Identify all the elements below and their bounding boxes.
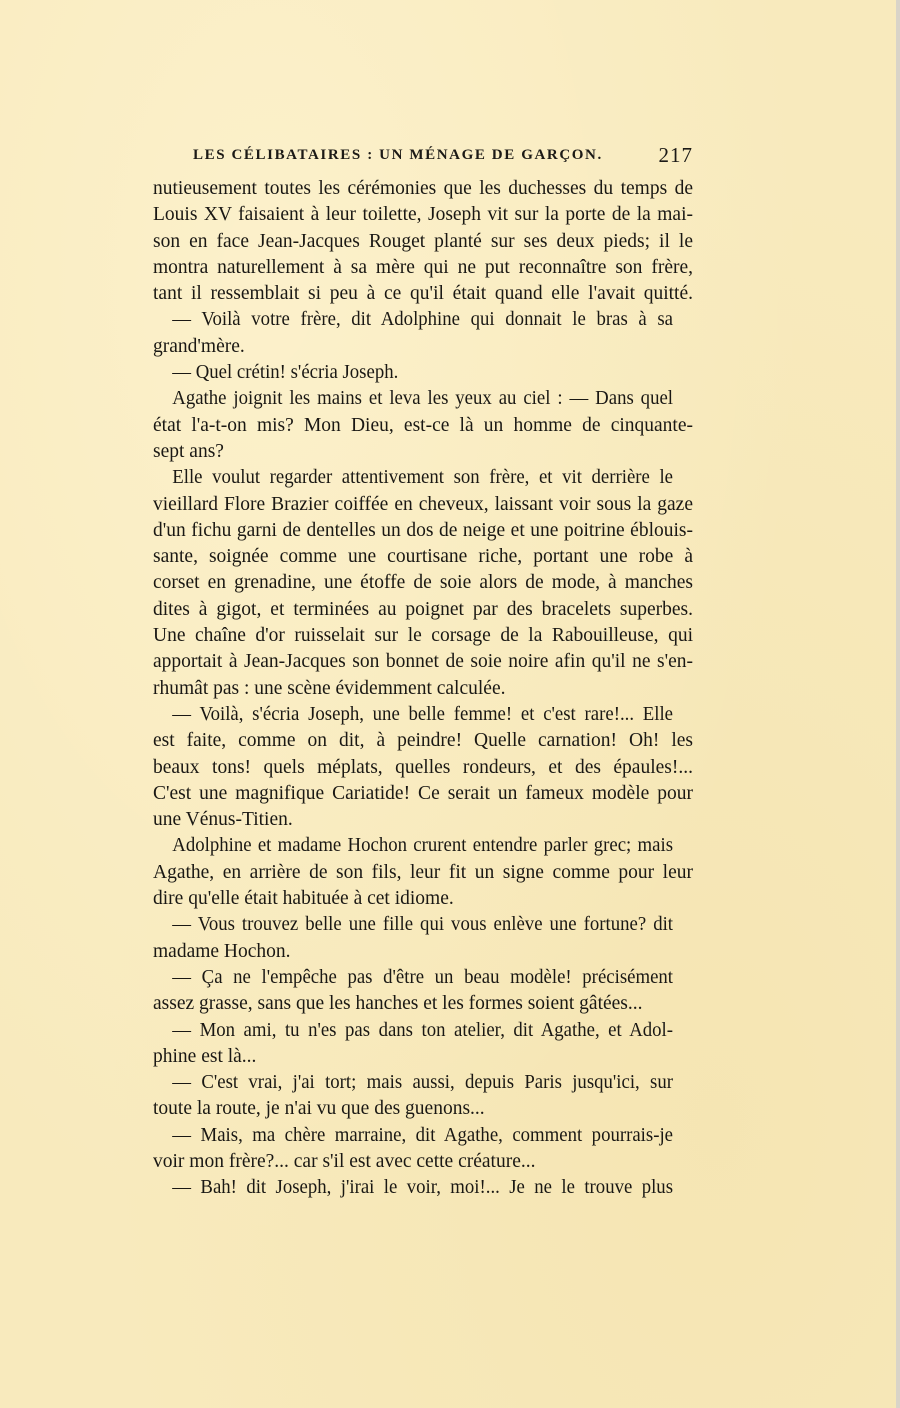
text-line: — Mon ami, tu n'es pas dans ton atelier, dit Agathe, et Adol- <box>172 1019 674 1041</box>
running-head <box>193 143 693 173</box>
text-line: Agathe, en arrière de son fils, leur fit un signe comme pour leur <box>153 861 693 883</box>
text-line: montra naturellement à sa mère qui ne put reconnaître son frère, <box>153 256 693 278</box>
text-line: — Quel crétin! s'écria Joseph. <box>172 362 399 384</box>
text-line: — Vous trouvez belle une fille qui vous enlève une fortune? dit <box>172 914 674 936</box>
text-line: C'est une magnifique Cariatide! Ce serait un fameux modèle pour <box>153 782 693 804</box>
text-line: — Voilà, s'écria Joseph, une belle femme! et c'est rare!... Elle <box>172 703 674 725</box>
text-line: corset en grenadine, une étoffe de soie alors de mode, à manches <box>153 572 693 594</box>
running-title: LES CÉLIBATAIRES : UN MÉNAGE DE GARÇON. <box>193 147 603 163</box>
text-line: apportait à Jean-Jacques son bonnet de soie noire afin qu'il ne s'en- <box>153 651 693 673</box>
text-line: sept ans? <box>153 440 224 462</box>
text-line: Louis XV faisaient à leur toilette, Joseph vit sur la porte de la mai- <box>153 204 693 226</box>
text-line: madame Hochon. <box>153 940 291 962</box>
text-line: voir mon frère?... car s'il est avec cette créature... <box>153 1150 536 1172</box>
text-line: phine est là... <box>153 1045 257 1067</box>
text-line: — Bah! dit Joseph, j'irai le voir, moi!... Je ne le trouve plus <box>172 1177 674 1199</box>
text-line: — C'est vrai, j'ai tort; mais aussi, depuis Paris jusqu'ici, sur <box>172 1072 674 1094</box>
text-line: grand'mère. <box>153 335 245 357</box>
text-line: état l'a-t-on mis? Mon Dieu, est-ce là un homme de cinquante- <box>153 414 693 436</box>
body-text <box>153 176 693 1202</box>
text-line: — Mais, ma chère marraine, dit Agathe, comment pourrais-je <box>172 1124 674 1146</box>
page-number: 217 <box>658 143 693 167</box>
text-line: nutieusement toutes les cérémonies que les duchesses du temps de <box>153 178 693 199</box>
text-line: dire qu'elle était habituée à cet idiome. <box>153 888 454 910</box>
text-line: tant il ressemblait si peu à ce qu'il était quand elle l'avait quitté. <box>153 283 693 305</box>
text-line: Une chaîne d'or ruisselait sur le corsage de la Rabouilleuse, qui <box>153 625 693 647</box>
text-line: beaux tons! quels méplats, quelles rondeurs, et des épaules!... <box>153 756 693 778</box>
text-line: sante, soignée comme une courtisane riche, portant une robe à <box>153 546 693 568</box>
text-line: vieillard Flore Brazier coiffée en cheveux, laissant voir sous la gaze <box>153 493 693 515</box>
text-line: assez grasse, sans que les hanches et les formes soient gâtées... <box>153 993 643 1015</box>
text-line: dites à gigot, et terminées au poignet par des bracelets superbes. <box>153 598 693 620</box>
text-line: d'un fichu garni de dentelles un dos de neige et une poitrine éblouis- <box>153 519 693 541</box>
text-line: — Voilà votre frère, dit Adolphine qui donnait le bras à sa <box>172 309 674 331</box>
text-line: Agathe joignit les mains et leva les yeux au ciel : — Dans quel <box>172 388 674 410</box>
text-line: est faite, comme on dit, à peindre! Quelle carnation! Oh! les <box>153 730 693 752</box>
text-line: son en face Jean-Jacques Rouget planté sur ses deux pieds; il le <box>153 230 693 252</box>
text-line: une Vénus-Titien. <box>153 809 293 831</box>
text-line: Elle voulut regarder attentivement son frère, et vit derrière le <box>172 467 674 489</box>
text-line: Adolphine et madame Hochon crurent entendre parler grec; mais <box>172 835 674 857</box>
text-line: — Ça ne l'empêche pas d'être un beau modèle! précisément <box>172 966 674 988</box>
text-line: rhumât pas : une scène évidemment calculée. <box>153 677 506 699</box>
text-line: toute la route, je n'ai vu que des guenons... <box>153 1098 485 1120</box>
